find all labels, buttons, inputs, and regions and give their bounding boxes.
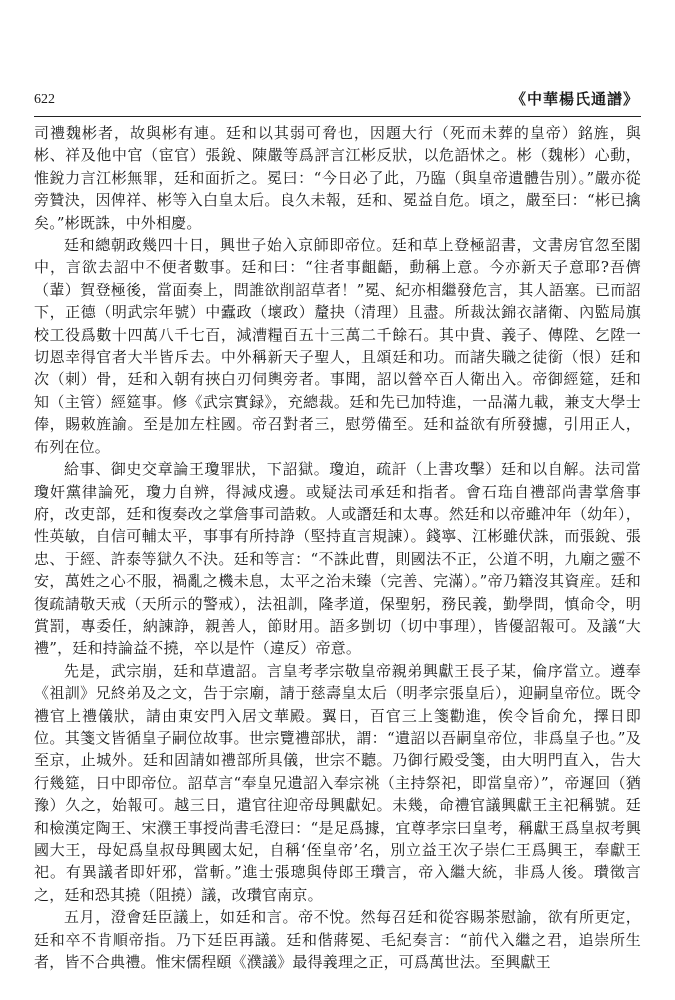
paragraph-3: 給事、御史交章論王瓊罪狀，下詔獄。瓊迫，疏訐（上書攻擊）廷和以自解。法司當瓊奸黨律論死，瓊力自辨，得減戍邊。或疑法司承廷和指者。會石珤自禮部尚書掌詹事府，改吏部，廷和復奏改之掌詹事司誥敕。人或譖廷和太專。然廷和以帝雖冲年（幼年），性英敏，自信可輔太平，事事有所持諍（堅持直言規諫）。錢寧、江彬雖伏誅，而張銳、張忠、于經、許泰等獄久不決。廷和等言：“不誅此曹，則國法不正，公道不明，九廟之靈不安，萬姓之心不服，禍亂之機未息，太平之治未臻（完善、完滿）。”帝乃籍沒其資産。廷和復疏請敬天戒（天所示的警戒），法祖訓，隆孝道，保聖躬，務民義，勤學問，慎命令，明賞罰，專委任，納諫諍，親善人，節財用。語多剴切（切中事理），皆優詔報可。及議“大禮”，廷和持論益不撓，卒以是忤（違反）帝意。 [34, 460, 641, 658]
paragraph-1: 司禮魏彬者，故與彬有連。廷和以其弱可脅也，因題大行（死而未葬的皇帝）銘旌，與彬、祥及他中官（宦官）張銳、陳嚴等爲評言江彬反狀，以危語怵之。彬（魏彬）心動，惟銳力言江彬無罪，廷和面折之。冕曰：“今日必了此，乃臨（與皇帝遺體告別）。”嚴亦從旁贊決，因俾祥、彬等入白皇太后。良久未報，廷和、冕益自危。頃之，嚴至曰：“彬已擒矣。”彬既誅，中外相慶。 [34, 124, 641, 232]
paragraph-5: 五月，澄會廷臣議上，如廷和言。帝不悅。然每召廷和從容賜茶慰諭，欲有所更定，廷和卒不肯順帝指。乃下廷臣再議。廷和偕蔣冕、毛紀奏言：“前代入繼之君，追崇所生者，皆不合典禮。惟宋儒程頤《濮議》最得義理之正，可爲萬世法。至興獻王 [34, 908, 641, 972]
paragraph-2: 廷和總朝政幾四十日，興世子始入京師即帝位。廷和草上登極詔書，文書房官忽至閣中，言欲去詔中不便者數事。廷和曰：“往者事齟齬，動稱上意。今亦新天子意耶?吾儕（輩）賀登極後，當面奏上，問誰欲削詔草者！”冕、紀亦相繼發危言，其人語塞。已而詔下，正德（明武宗年號）中蠹政（壞政）釐抉（清理）且盡。所裁汰錦衣諸衛、內監局旗校工役爲數十四萬八千七百，減漕糧百五十三萬二千餘石。其中貴、義子、傳陞、乞陞一切恩幸得官者大半皆斥去。中外稱新天子聖人，且頌廷和功。而諸失職之徒銜（恨）廷和次（刺）骨，廷和入朝有挾白刃伺輿旁者。事聞，詔以營卒百人衛出入。帝御經筵，廷和知（主管）經筵事。修《武宗實録》，充總裁。廷和先已加特進，一品滿九載，兼支大學士俸，賜敕旌諭。至是加左柱國。帝召對者三，慰勞備至。廷和益欲有所發攄，引用正人，布列在位。 [34, 236, 641, 456]
page-number: 622 [34, 92, 55, 107]
header-rule [34, 116, 641, 117]
running-title: 《中華楊氏通譜》 [510, 90, 639, 108]
page-header [34, 88, 641, 112]
paragraph-4: 先是，武宗崩，廷和草遺詔。言皇考孝宗敬皇帝親弟興獻王長子某，倫序當立。遵奉《祖訓》兄終弟及之文，告于宗廟，請于慈壽皇太后（明孝宗張皇后），迎嗣皇帝位。既令禮官上禮儀狀，請由東安門入居文華殿。翼日，百官三上箋勸進，俟令旨俞允，擇日即位。其箋文皆循皇子嗣位故事。世宗覽禮部狀，謂：“遺詔以吾嗣皇帝位，非爲皇子也。”及至京，止城外。廷和固請如禮部所具儀，世宗不聽。乃御行殿受箋，由大明門直入，告大行幾筵，日中即帝位。詔草言“奉皇兄遺詔入奉宗祧（主持祭祀，即當皇帝）”，帝遲回（猶豫）久之，始報可。越三日，遣官往迎帝母興獻妃。未幾，命禮官議興獻王主祀稱號。廷和檢漢定陶王、宋濮王事授尚書毛澄曰：“是足爲據，宜尊孝宗曰皇考，稱獻王爲皇叔考興國大王，母妃爲皇叔母興國太妃，自稱‘侄皇帝’名，別立益王次子崇仁王爲興王，奉獻王祀。有異議者即奸邪，當斬。”進士張璁與侍郎王瓚言，帝入繼大統，非爲人後。瓚徵言之，廷和恐其撓（阻撓）議，改瓚官南京。 [34, 661, 641, 904]
document-body [34, 122, 641, 973]
